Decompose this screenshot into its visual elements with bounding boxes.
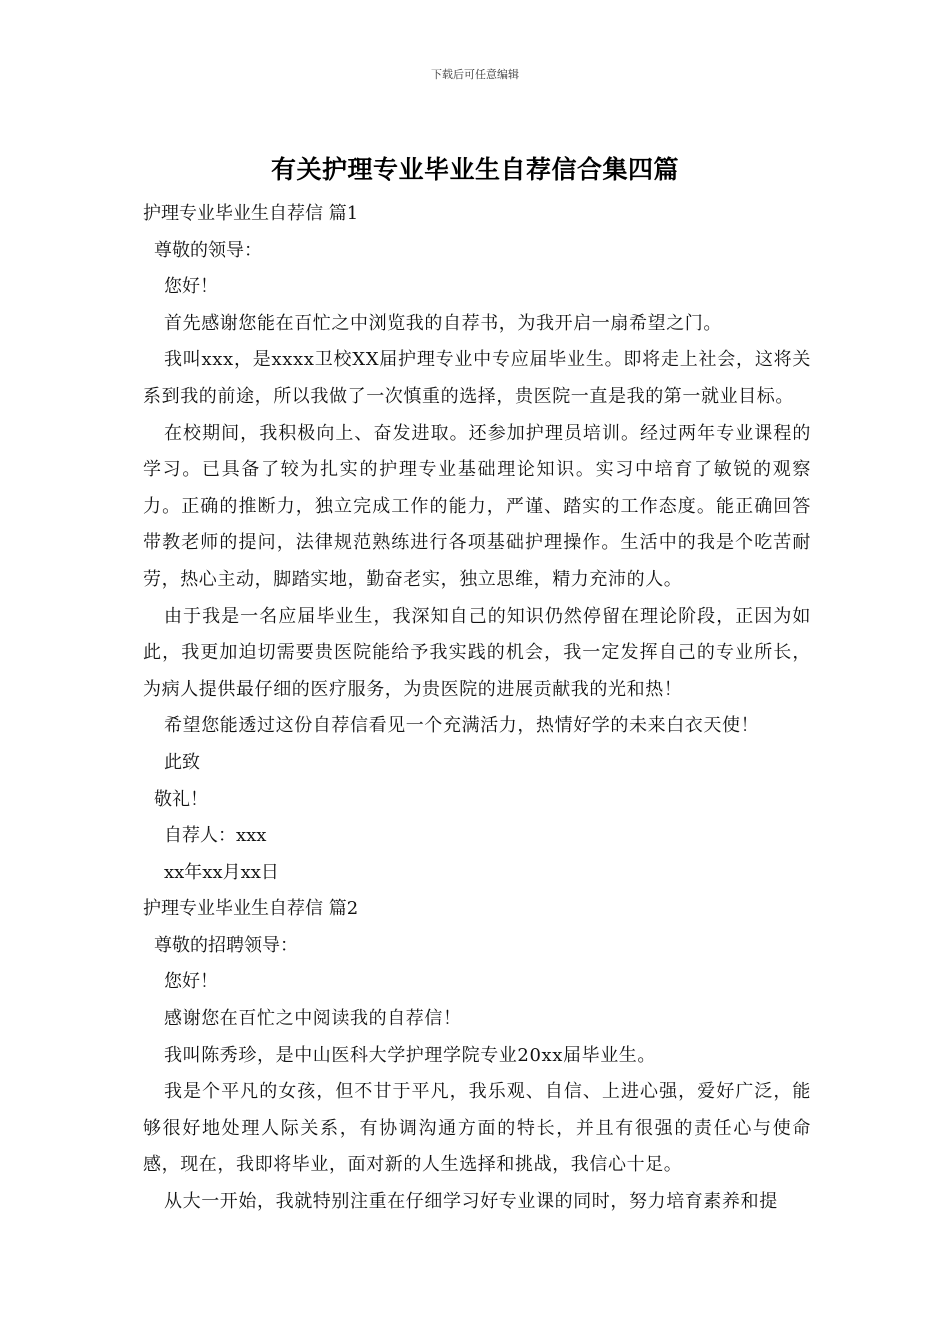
letter1-closing-1: 此致 <box>164 751 200 773</box>
letter2-greeting: 您好！ <box>164 971 218 993</box>
letter1-paragraph-1: 首先感谢您能在百忙之中浏览我的自荐书，为我开启一扇希望之门。 <box>164 312 722 334</box>
letter1-date: xx年xx月xx日 <box>164 861 279 883</box>
letter1-greeting: 您好！ <box>164 276 218 298</box>
document-title: 有关护理专业毕业生自荐信合集四篇 <box>270 155 679 184</box>
letter2-paragraph-4: 从大一开始，我就特别注重在仔细学习好专业课的同时，努力培育素养和提 <box>164 1191 778 1213</box>
letter2-heading: 护理专业毕业生自荐信 篇2 <box>143 898 359 920</box>
letter1-paragraph-2: 我叫xxx，是xxxx卫校XX届护理专业中专应届毕业生。即将走上社会，这将关系到我的前途，所以我做了一次慎重的选择，贵医院一直是我的第一就业目标。 <box>143 349 811 407</box>
letter2-salutation: 尊敬的招聘领导： <box>154 934 298 956</box>
document-body <box>143 196 811 1221</box>
download-editable-note: 下载后可任意编辑 <box>431 68 519 81</box>
letter2-paragraph-1: 感谢您在百忙之中阅读我的自荐信！ <box>164 1008 462 1030</box>
letter1-signature: 自荐人：xxx <box>164 825 267 847</box>
letter1-heading: 护理专业毕业生自荐信 篇1 <box>143 203 359 224</box>
letter2-paragraph-2: 我叫陈秀珍，是中山医科大学护理学院专业20xx届毕业生。 <box>164 1044 657 1066</box>
letter2-paragraph-3: 我是个平凡的女孩，但不甘于平凡，我乐观、自信、上进心强，爱好广泛，能够很好地处理人际关系，有协调沟通方面的特长，并且有很强的责任心与使命感，现在，我即将毕业，面对新的人生选择和挑战，我信心十足。 <box>143 1081 811 1176</box>
letter1-paragraph-4: 由于我是一名应届毕业生，我深知自己的知识仍然停留在理论阶段，正因为如此，我更加迫切需要贵医院能给予我实践的机会，我一定发挥自己的专业所长，为病人提供最仔细的医疗服务，为贵医院的进展贡献我的光和热！ <box>143 605 811 700</box>
letter1-paragraph-5: 希望您能透过这份自荐信看见一个充满活力，热情好学的未来白衣天使！ <box>164 715 760 737</box>
letter1-closing-2: 敬礼！ <box>154 788 208 810</box>
letter1-paragraph-3: 在校期间，我积极向上、奋发进取。还参加护理员培训。经过两年专业课程的学习。已具备了较为扎实的护理专业基础理论知识。实习中培育了敏锐的观察力。正确的推断力，独立完成工作的能力，严谨、踏实的工作态度。能正确回答带教老师的提问，法律规范熟练进行各项基础护理操作。生活中的我是个吃苦耐劳，热心主动，脚踏实地，勤奋老实，独立思维，精力充沛的人。 <box>143 422 811 590</box>
letter1-salutation: 尊敬的领导： <box>154 239 262 261</box>
